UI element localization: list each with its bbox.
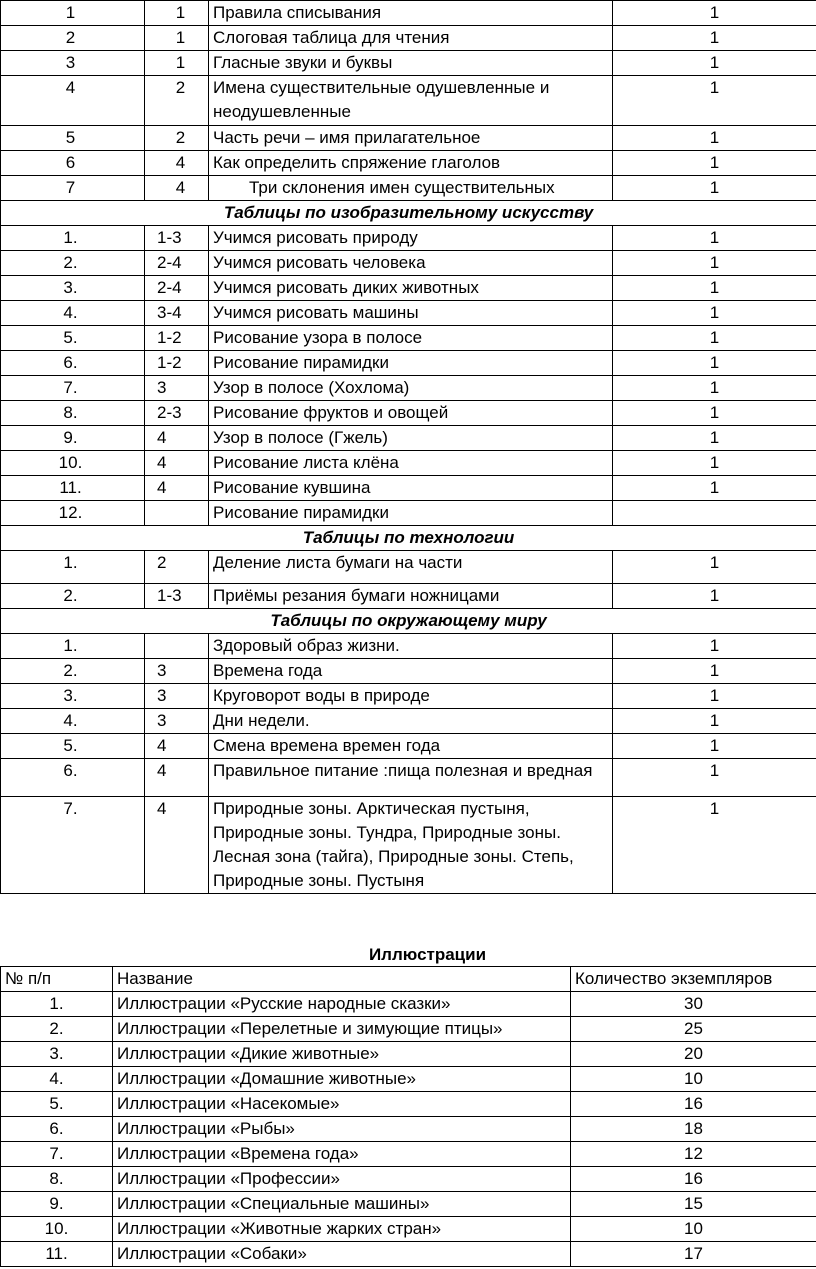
table-row [1,759,816,797]
section-heading: Таблицы по изобразительному искусству [1,201,816,226]
row-quantity: 1 [613,659,816,684]
row-number: 7. [1,376,145,401]
row-title: Рисование узора в полосе [209,326,613,351]
row-number: 6. [1,1117,113,1142]
table-row [1,634,816,659]
row-name: Иллюстрации «Специальные машины» [113,1192,571,1217]
row-quantity: 1 [613,451,816,476]
row-quantity: 10 [571,1067,816,1092]
row-quantity: 1 [613,401,816,426]
row-title: Узор в полосе (Хохлома) [209,376,613,401]
table-row [1,1117,816,1142]
row-quantity: 1 [613,151,816,176]
row-quantity: 16 [571,1092,816,1117]
row-title: Учимся рисовать природу [209,226,613,251]
table-row [1,992,816,1017]
row-number: 10. [1,1217,113,1242]
table-row [1,551,816,584]
row-number: 5. [1,734,145,759]
row-number: 7. [1,797,145,894]
row-title: Смена времена времен года [209,734,613,759]
table-row [1,126,816,151]
row-title: Времена года [209,659,613,684]
table-row [1,476,816,501]
table-row [1,1192,816,1217]
row-quantity: 18 [571,1117,816,1142]
table-row [1,226,816,251]
row-number: 1. [1,992,113,1017]
row-title: Рисование листа клёна [209,451,613,476]
table-row [1,684,816,709]
row-grade: 4 [145,426,209,451]
row-number: 4. [1,709,145,734]
row-grade: 1-2 [145,326,209,351]
row-quantity: 1 [613,797,816,894]
section-row [1,526,816,551]
table-row [1,276,816,301]
row-grade: 2 [145,551,209,584]
table-row [1,1142,816,1167]
row-quantity: 10 [571,1217,816,1242]
row-quantity: 1 [613,76,816,126]
table-row [1,1017,816,1042]
row-quantity [613,501,816,526]
row-number: 1. [1,226,145,251]
row-quantity: 1 [613,584,816,609]
table-row [1,1042,816,1067]
row-quantity: 1 [613,326,816,351]
row-quantity: 17 [571,1242,816,1267]
row-quantity: 1 [613,709,816,734]
row-quantity: 1 [613,301,816,326]
row-grade: 4 [145,476,209,501]
row-number: 4 [1,76,145,126]
row-number: 8. [1,401,145,426]
table-row [1,151,816,176]
row-quantity: 1 [613,426,816,451]
row-grade: 4 [145,451,209,476]
row-title: Круговорот воды в природе [209,684,613,709]
row-number: 1. [1,551,145,584]
row-grade: 1 [145,51,209,76]
row-title: Узор в полосе (Гжель) [209,426,613,451]
row-grade [145,634,209,659]
row-title: Дни недели. [209,709,613,734]
row-title: Учимся рисовать человека [209,251,613,276]
row-grade: 2-4 [145,251,209,276]
row-grade: 2 [145,126,209,151]
row-quantity: 1 [613,251,816,276]
row-number: 4. [1,1067,113,1092]
row-title: Приёмы резания бумаги ножницами [209,584,613,609]
row-title: Здоровый образ жизни. [209,634,613,659]
table-row [1,709,816,734]
table-row [1,734,816,759]
tables-list-body [1,1,816,894]
row-quantity: 25 [571,1017,816,1042]
row-quantity: 20 [571,1042,816,1067]
row-title: Рисование кувшина [209,476,613,501]
row-number: 12. [1,501,145,526]
row-grade: 1 [145,26,209,51]
table-row [1,1,816,26]
row-number: 4. [1,301,145,326]
row-title: Рисование фруктов и овощей [209,401,613,426]
row-title: Правила списывания [209,1,613,26]
table-row [1,1242,816,1267]
row-quantity: 1 [613,351,816,376]
row-quantity: 1 [613,759,816,797]
row-title: Слоговая таблица для чтения [209,26,613,51]
row-title: Как определить спряжение глаголов [209,151,613,176]
row-quantity: 1 [613,51,816,76]
row-quantity: 1 [613,26,816,51]
row-number: 7. [1,1142,113,1167]
row-title: Имена существительные одушевленные и неодушевленные [209,76,613,126]
row-quantity: 1 [613,226,816,251]
row-grade: 4 [145,151,209,176]
table-row [1,501,816,526]
row-grade: 2-3 [145,401,209,426]
table-row [1,451,816,476]
header-number: № п/п [1,967,113,992]
row-title: Правильное питание :пища полезная и вредная [209,759,613,797]
row-grade: 3 [145,684,209,709]
row-number: 2. [1,251,145,276]
illustrations-table [0,966,816,1267]
row-grade: 3 [145,659,209,684]
row-number: 1. [1,634,145,659]
row-grade: 1-2 [145,351,209,376]
table-row [1,426,816,451]
illustrations-title: Иллюстрации [368,945,487,964]
row-number: 10. [1,451,145,476]
row-grade: 3 [145,376,209,401]
row-quantity: 12 [571,1142,816,1167]
row-grade: 4 [145,797,209,894]
row-number: 11. [1,476,145,501]
row-grade: 2-4 [145,276,209,301]
table-row [1,1092,816,1117]
row-number: 2 [1,26,145,51]
row-number: 2. [1,584,145,609]
row-name: Иллюстрации «Русские народные сказки» [113,992,571,1017]
section-row [1,609,816,634]
row-quantity: 1 [613,684,816,709]
row-title: Учимся рисовать машины [209,301,613,326]
row-quantity: 1 [613,634,816,659]
row-grade [145,501,209,526]
row-number: 11. [1,1242,113,1267]
row-number: 3. [1,1042,113,1067]
row-quantity: 1 [613,276,816,301]
table-row [1,376,816,401]
row-number: 6 [1,151,145,176]
row-name: Иллюстрации «Насекомые» [113,1092,571,1117]
row-quantity: 16 [571,1167,816,1192]
row-number: 2. [1,1017,113,1042]
table-row [1,326,816,351]
row-number: 9. [1,426,145,451]
row-quantity: 1 [613,734,816,759]
row-grade: 2 [145,76,209,126]
row-title: Рисование пирамидки [209,351,613,376]
table-row [1,26,816,51]
table-row [1,51,816,76]
table-row [1,1217,816,1242]
row-number: 5. [1,1092,113,1117]
row-number: 6. [1,351,145,376]
row-title: Гласные звуки и буквы [209,51,613,76]
row-grade: 1-3 [145,226,209,251]
row-number: 2. [1,659,145,684]
table-row [1,1167,816,1192]
row-number: 3 [1,51,145,76]
row-quantity: 1 [613,376,816,401]
row-title: Рисование пирамидки [209,501,613,526]
row-number: 3. [1,684,145,709]
table-row [1,659,816,684]
row-quantity: 1 [613,176,816,201]
table-row [1,76,816,126]
row-name: Иллюстрации «Профессии» [113,1167,571,1192]
row-title: Учимся рисовать диких животных [209,276,613,301]
row-quantity: 15 [571,1192,816,1217]
row-quantity: 1 [613,476,816,501]
row-grade: 1-3 [145,584,209,609]
row-title: Часть речи – имя прилагательное [209,126,613,151]
row-number: 8. [1,1167,113,1192]
table-row [1,401,816,426]
row-title: Три склонения имен существительных [209,176,613,201]
row-name: Иллюстрации «Дикие животные» [113,1042,571,1067]
table-row [1,797,816,894]
row-name: Иллюстрации «Собаки» [113,1242,571,1267]
row-name: Иллюстрации «Животные жарких стран» [113,1217,571,1242]
row-grade: 4 [145,176,209,201]
row-grade: 4 [145,734,209,759]
row-name: Иллюстрации «Времена года» [113,1142,571,1167]
section-heading: Таблицы по окружающему миру [1,609,816,634]
row-number: 5 [1,126,145,151]
section-row [1,201,816,226]
row-grade: 1 [145,1,209,26]
row-grade: 3 [145,709,209,734]
illustrations-table-body [1,967,816,1267]
row-title: Деление листа бумаги на части [209,551,613,584]
row-quantity: 1 [613,126,816,151]
row-number: 9. [1,1192,113,1217]
row-name: Иллюстрации «Перелетные и зимующие птицы» [113,1017,571,1042]
row-quantity: 1 [613,1,816,26]
table-row [1,1067,816,1092]
header-name: Название [113,967,571,992]
row-number: 7 [1,176,145,201]
section-heading: Таблицы по технологии [1,526,816,551]
table-row [1,351,816,376]
row-number: 5. [1,326,145,351]
row-number: 3. [1,276,145,301]
illustrations-header-row [1,967,816,992]
table-row [1,251,816,276]
row-quantity: 30 [571,992,816,1017]
table-row [1,301,816,326]
header-quantity: Количество экземпляров [571,967,816,992]
row-quantity: 1 [613,551,816,584]
row-name: Иллюстрации «Домашние животные» [113,1067,571,1092]
row-number: 1 [1,1,145,26]
row-name: Иллюстрации «Рыбы» [113,1117,571,1142]
table-row [1,176,816,201]
row-title: Природные зоны. Арктическая пустыня, Природные зоны. Тундра, Природные зоны. Лесная зона (тайга), Природные зоны. Степь, Природные зоны. Пустыня [209,797,613,894]
row-grade: 3-4 [145,301,209,326]
row-grade: 4 [145,759,209,797]
table-row [1,584,816,609]
row-number: 6. [1,759,145,797]
